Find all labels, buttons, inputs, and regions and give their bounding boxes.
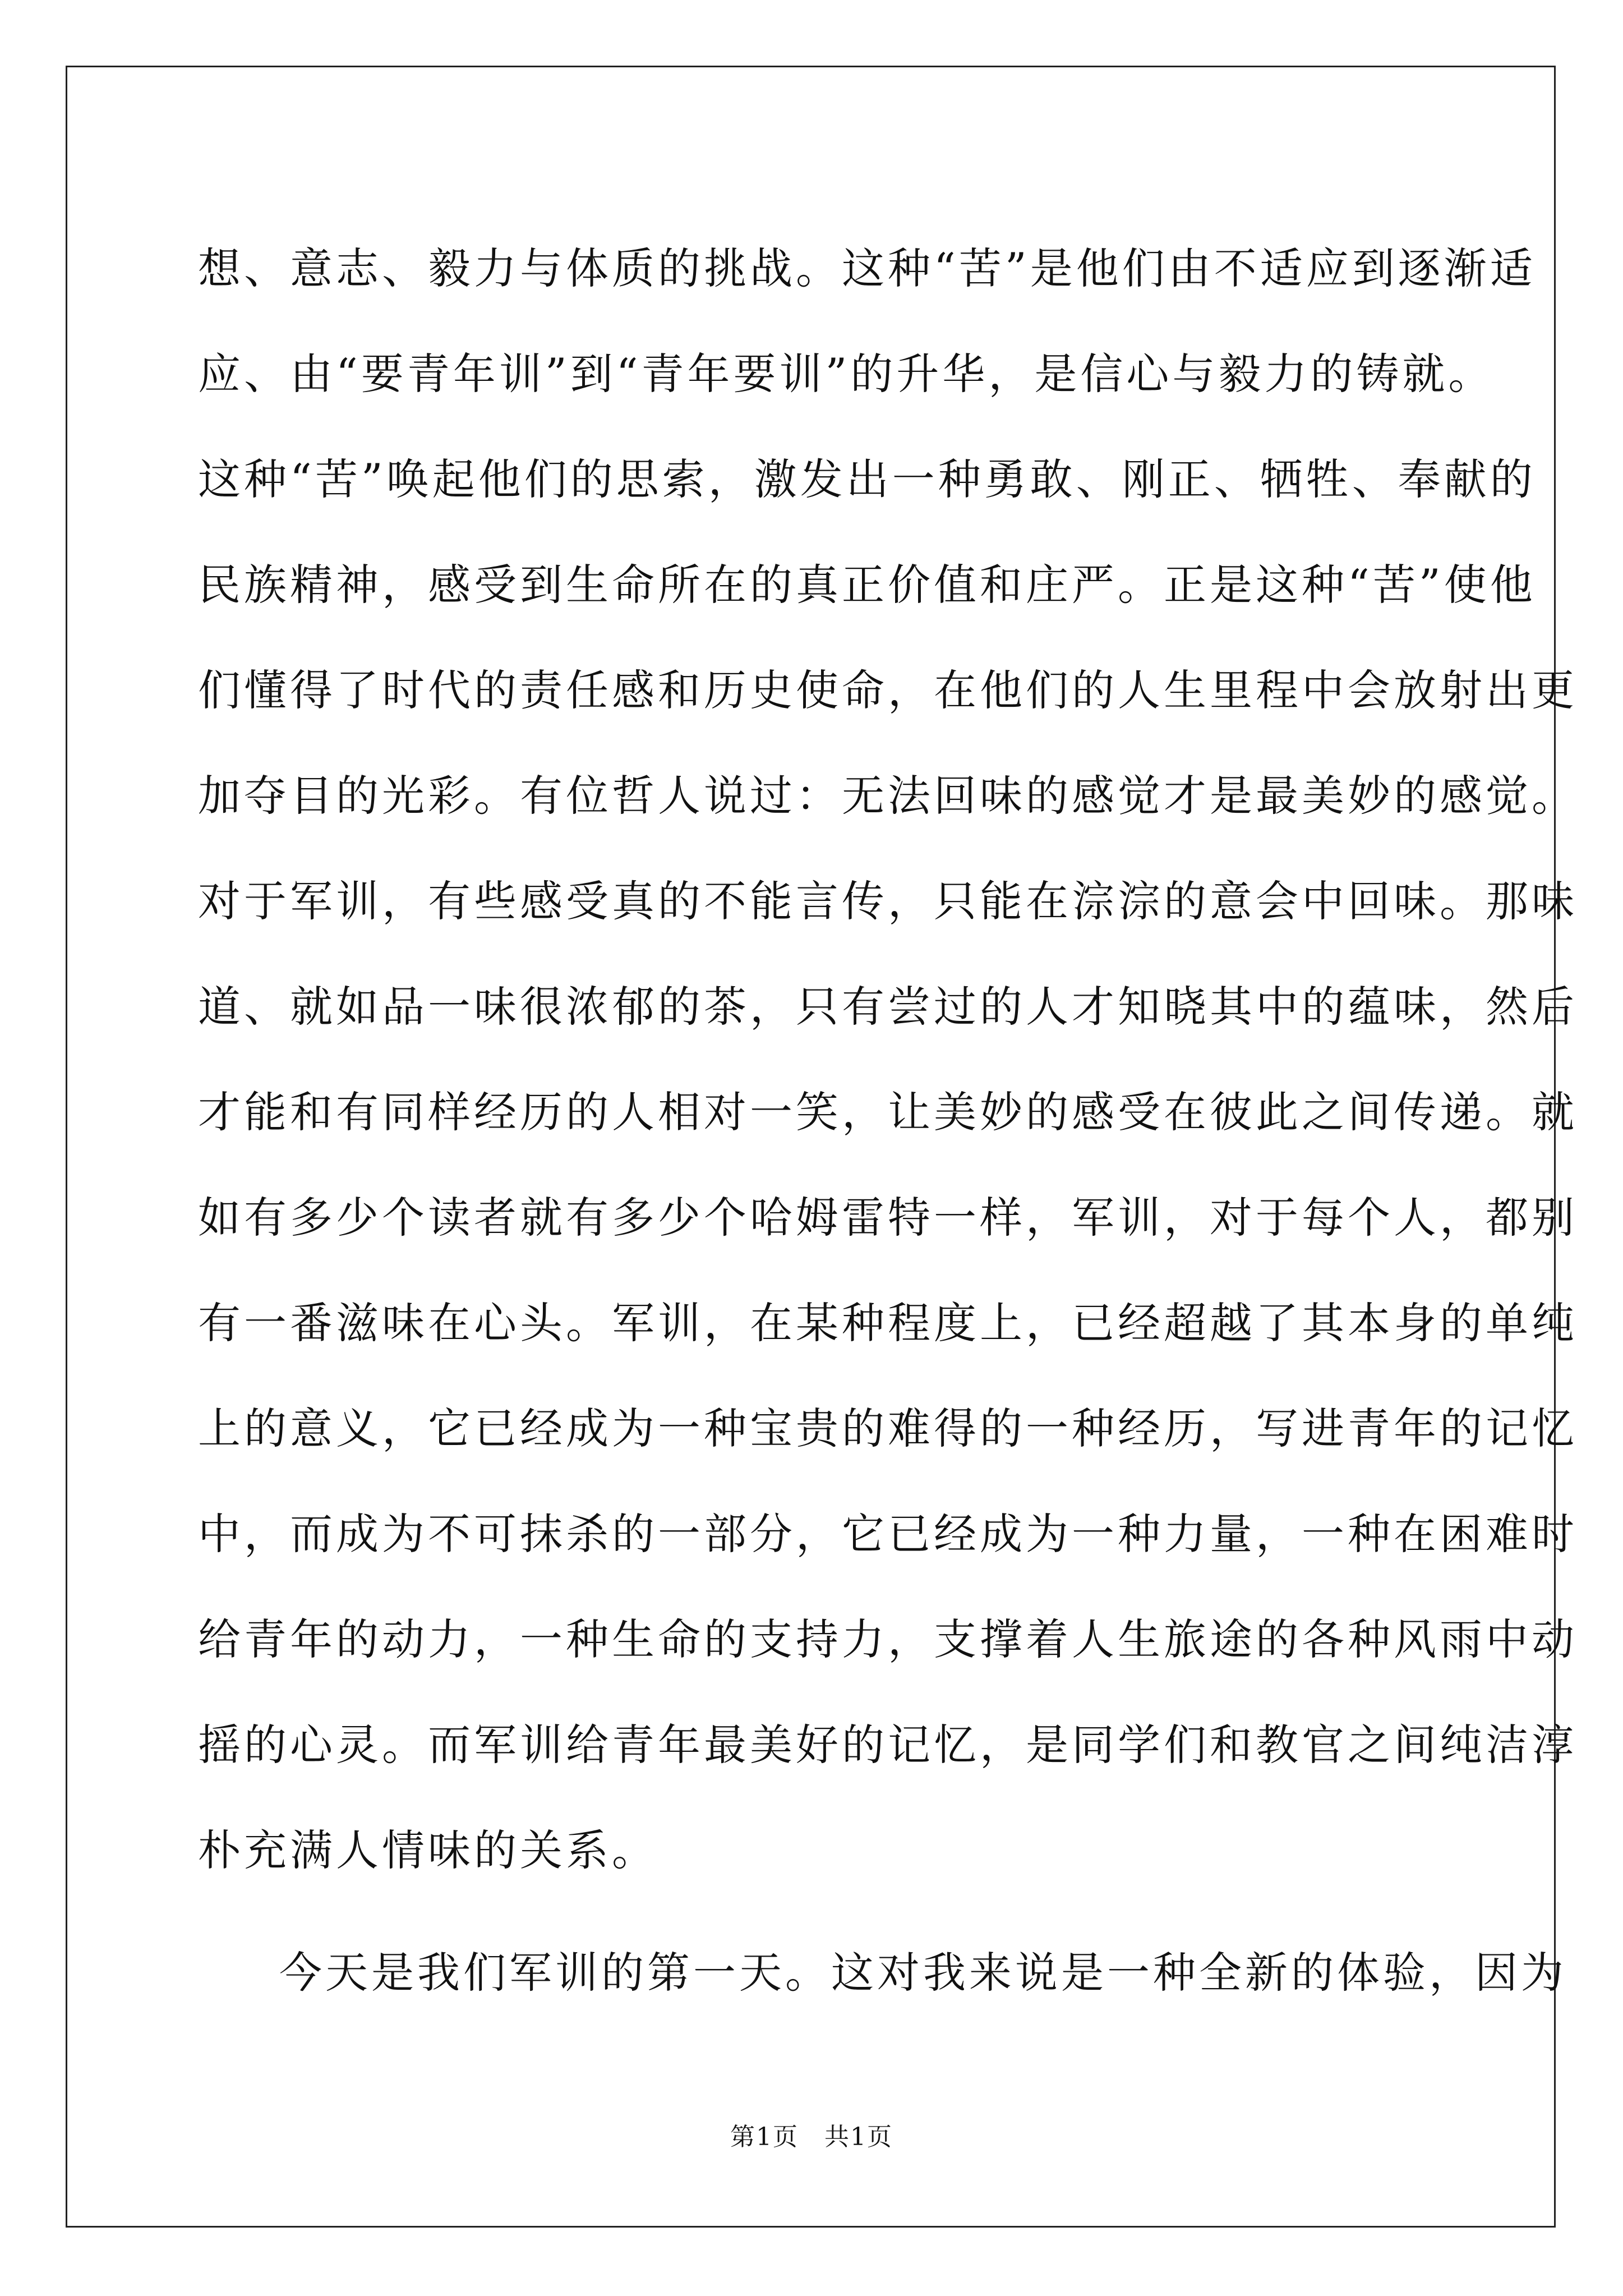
text-line: 民族精神，感受到生命所在的真正价值和庄严。正是这种“苦”使他 [198,560,1536,610]
document-body [198,216,1578,2026]
paragraph-gap [198,1903,1432,1920]
text-line: 有一番滋味在心头。军训，在某种程度上，已经超越了其本身的单纯 [198,1298,1578,1348]
text-line: 想、意志、毅力与体质的挑战。这种“苦”是他们由不适应到逐渐适 [198,243,1536,293]
text-line: 们懂得了时代的责任感和历史使命，在他们的人生里程中会放射出更 [198,665,1578,715]
text-line: 中，而成为不可抹杀的一部分，它已经成为一种力量，一种在困难时 [198,1509,1578,1559]
text-line: 加夺目的光彩。有位哲人说过：无法回味的感觉才是最美妙的感觉。 [198,771,1578,821]
text-line: 朴充满人情味的关系。 [198,1825,658,1875]
text-line: 摇的心灵。而军训给青年最美好的记忆，是同学们和教官之间纯洁淳 [198,1720,1578,1770]
text-line: 道、就如品一味很浓郁的茶，只有尝过的人才知晓其中的蕴味，然后 [198,982,1578,1032]
text-line: 上的意义，它已经成为一种宝贵的难得的一种经历，写进青年的记忆 [198,1404,1578,1453]
text-line: 给青年的动力，一种生命的支持力，支撑着人生旅途的各种风雨中动 [198,1614,1578,1664]
page-number-footer: 第1页 共1页 [730,2123,893,2151]
text-line: 如有多少个读者就有多少个哈姆雷特一样，军训，对于每个人，都别 [198,1193,1578,1243]
text-line: 对于军训，有些感受真的不能言传，只能在淙淙的意会中回味。那味 [198,876,1578,926]
paragraph-first-line: 今天是我们军训的第一天。这对我来说是一种全新的体验，因为 [279,1948,1567,1998]
text-line: 这种“苦”唤起他们的思索，激发出一种勇敢、刚正、牺牲、奉献的 [198,454,1536,504]
text-line: 应、由“要青年训”到“青年要训”的升华，是信心与毅力的铸就。 [198,349,1495,399]
text-line: 才能和有同样经历的人相对一笑，让美妙的感受在彼此之间传递。就 [198,1087,1578,1137]
